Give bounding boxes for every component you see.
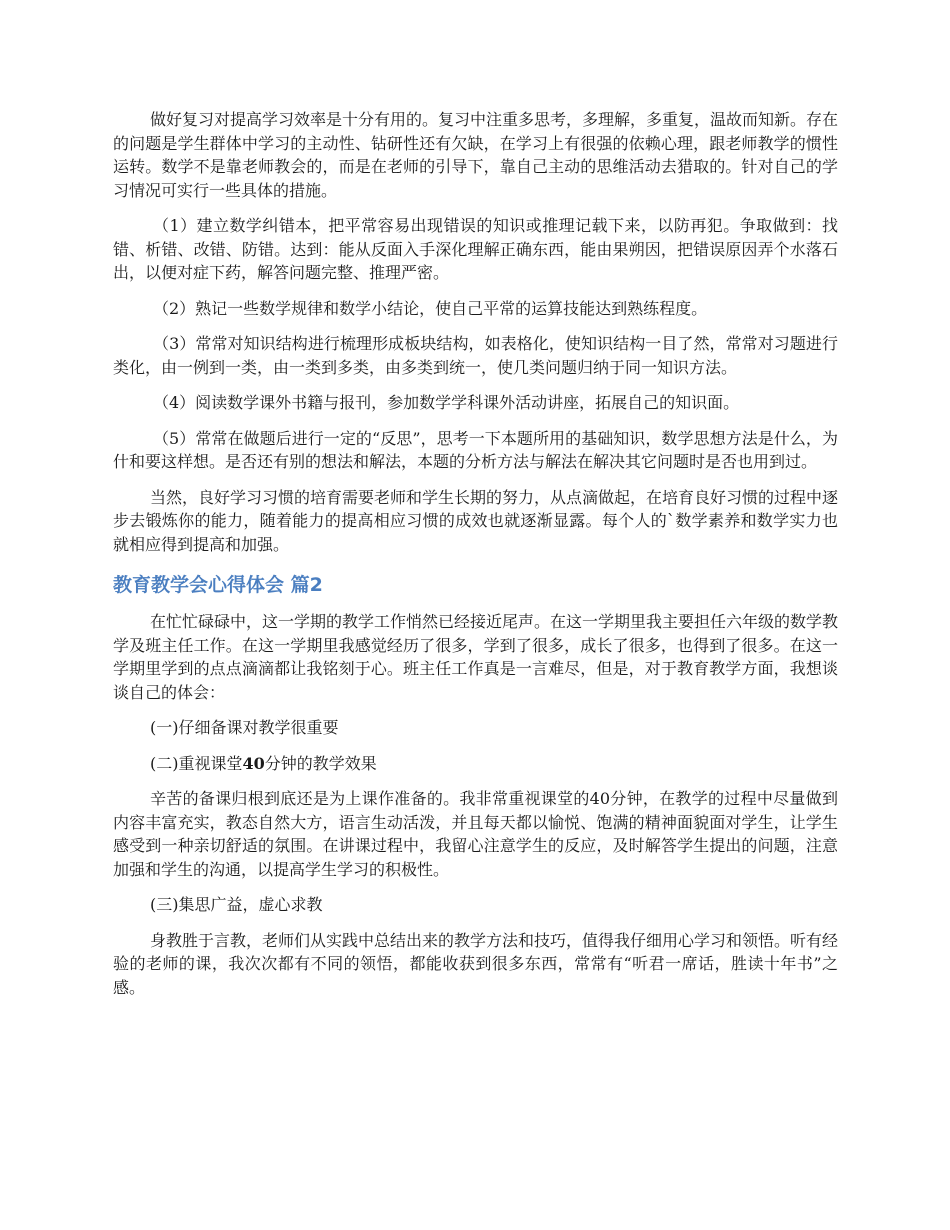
conclusion-paragraph: 当然，良好学习习惯的培育需要老师和学生长期的努力，从点滴做起，在培育良好习惯的过程中逐步去锻炼你的能力，随着能力的提高相应习惯的成效也就逐渐显露。每个人的`数学素养和数学实力也就相应得到提高和加强。 (113, 487, 839, 554)
sub-heading-2-prefix: (二)重视课堂 (150, 753, 243, 773)
measure-item-1: （1）建立数学纠错本，把平常容易出现错误的知识或推理记载下来，以防再犯。争取做到：找错、析错、改错、防错。达到：能从反面入手深化理解正确东西，能由果朔因，把错误原因弄个水落石出，以便对症下药，解答问题完整、推理严密。 (113, 216, 838, 282)
measure-item-3: （3）常常对知识结构进行梳理形成板块结构，如表格化，使知识结构一目了然，常常对习题进行类化，由一例到一类，由一类到多类，由多类到统一，使几类问题归纳于同一知识方法。 (113, 334, 838, 377)
section2-intro-paragraph: 在忙忙碌碌中，这一学期的教学工作悄然已经接近尾声。在这一学期里我主要担任六年级的数学教学及班主任工作。在这一学期里我感觉经历了很多，学到了很多，成长了很多，也得到了很多。在这一学期里学到的点点滴滴都让我铭刻于心。班主任工作真是一言难尽，但是，对于教育教学方面，我想谈谈自己的体会： (113, 612, 839, 702)
measure-item-2: （2）熟记一些数学规律和数学小结论，使自己平常的运算技能达到熟练程度。 (153, 298, 708, 318)
section-title: 教育教学会心得体会 篇2 (113, 574, 323, 596)
lesson-paragraph: 辛苦的备课归根到底还是为上课作准备的。我非常重视课堂的40分钟，在教学的过程中尽量做到内容丰富充实，教态自然大方，语言生动活泼，并且每天都以愉悦、饱满的精神面貌面对学生，让学生感受到一种亲切舒适的氛围。在讲课过程中，我留心注意学生的反应，及时解答学生提出的问题，注意加强和学生的沟通，以提高学生学习的积极性。 (113, 789, 838, 879)
sub-heading-2-suffix: 分钟的教学效果 (264, 753, 377, 773)
sub-heading-1: (一)仔细备课对教学很重要 (150, 718, 339, 737)
sub-heading-2 (113, 752, 838, 776)
measure-item-5: （5）常常在做题后进行一定的“反思”，思考一下本题所用的基础知识，数学思想方法是什么，为什和要这样想。是否还有别的想法和解法，本题的分析方法与解法在解决其它问题时是否也用到过。 (113, 428, 838, 471)
document-page (113, 108, 838, 1011)
measure-item-4: （4）阅读数学课外书籍与报刊，参加数学学科课外活动讲座，拓展自己的知识面。 (153, 393, 740, 412)
sub-heading-2-number: 40 (242, 753, 265, 773)
sub-heading-3: (三)集思广益，虚心求教 (150, 895, 323, 914)
intro-paragraph: 做好复习对提高学习效率是十分有用的。复习中注重多思考，多理解，多重复，温故而知新。存在的问题是学生群体中学习的主动性、钻研性还有欠缺，在学习上有很强的依赖心理，跟老师教学的惯性运转。数学不是靠老师教会的，而是在老师的引导下，靠自己主动的思维活动去猎取的。针对自己的学习情况可实行一些具体的措施。 (113, 110, 839, 200)
learning-paragraph: 身教胜于言教，老师们从实践中总结出来的教学方法和技巧，值得我仔细用心学习和领悟。听有经验的老师的课，我次次都有不同的领悟，都能收获到很多东西，常常有“听君一席话，胜读十年书”之感。 (113, 930, 839, 997)
